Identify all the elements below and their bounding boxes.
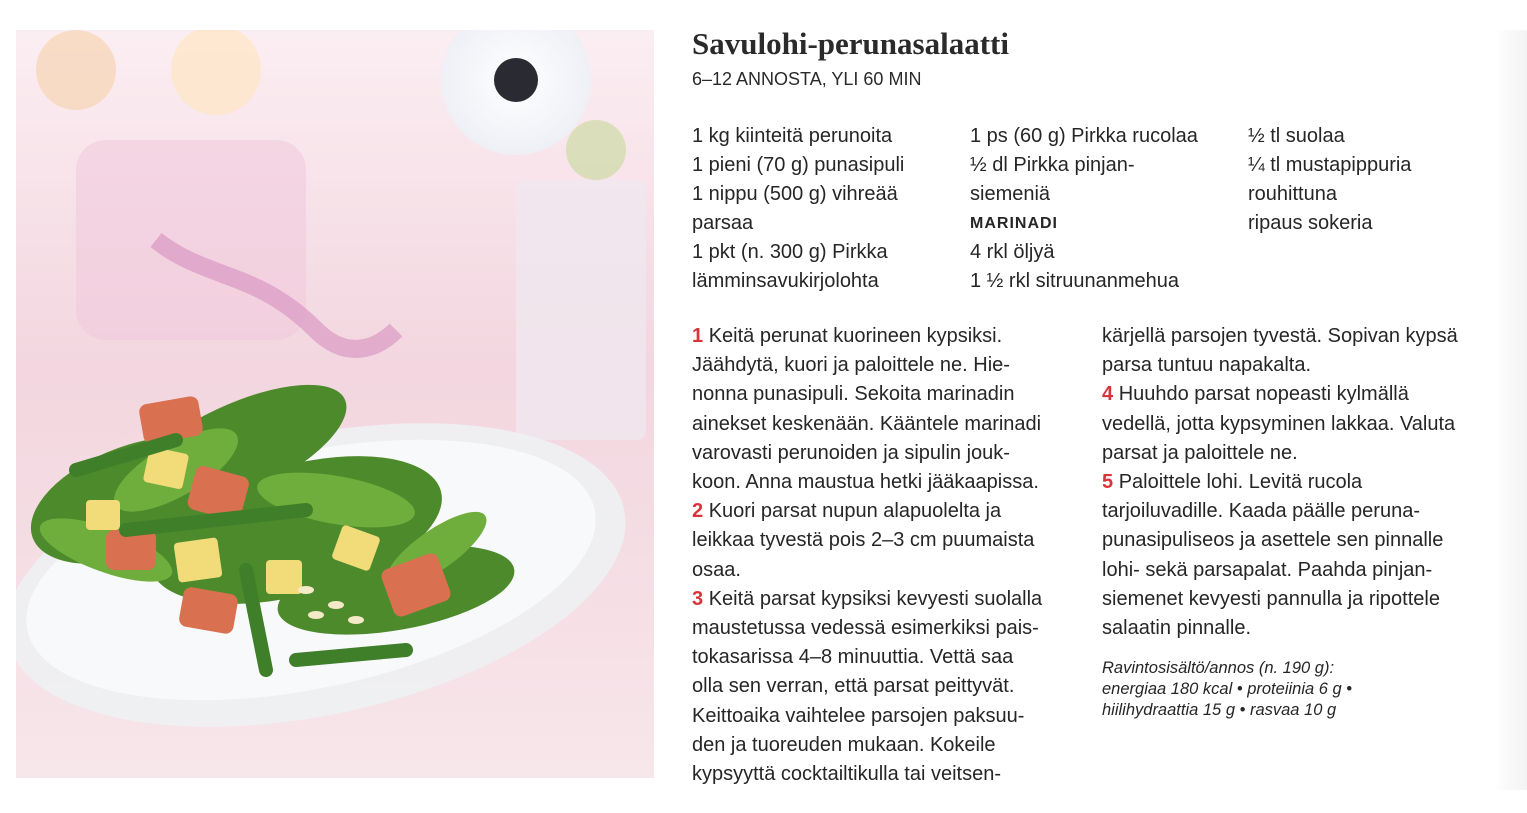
ingredient-line: 1 nippu (500 g) vihreää — [692, 183, 898, 205]
ingredient-line: 1 pkt (n. 300 g) Pirkka — [692, 241, 888, 263]
ingredient-line: siemeniä — [970, 183, 1051, 205]
step-line: koon. Anna maustua hetki jääkaapissa. — [692, 471, 1039, 494]
ingredient-line: ½ tl suolaa — [1248, 125, 1345, 147]
instructions-left-column — [692, 322, 1042, 789]
step-line: tokasarissa 4–8 minuuttia. Vettä saa — [692, 646, 1014, 669]
step-line: 5 Paloittele lohi. Levitä rucola — [1102, 471, 1363, 494]
step-line: den ja tuoreuden mukaan. Kokeile — [692, 733, 996, 756]
instructions-right-column — [1102, 322, 1458, 643]
ingredients-column-2 — [970, 122, 1198, 296]
nutrition-line: energiaa 180 kcal • proteiinia 6 g • — [1102, 680, 1353, 698]
step-line: parsa tuntuu napakalta. — [1102, 354, 1312, 377]
step-number-1: 1 — [692, 325, 704, 347]
ingredient-line: 1 ½ rkl sitruunanmehua — [970, 270, 1180, 292]
step-line: tarjoiluvadille. Kaada päälle peruna- — [1102, 500, 1420, 523]
nutrition-line: Ravintosisältö/annos (n. 190 g): — [1102, 659, 1335, 677]
step-number-3: 3 — [692, 587, 704, 610]
step-line: lohi- sekä parsapalat. Paahda pinjan- — [1102, 558, 1433, 581]
step-line: maustetussa vedessä esimerkiksi pais- — [692, 617, 1039, 640]
ingredients-column-1 — [692, 122, 904, 296]
recipe-title: Savulohi-perunasalaatti — [692, 26, 1009, 61]
step-line: vedellä, jotta kypsyminen lakkaa. Valuta — [1102, 412, 1456, 435]
step-line: 1 Keitä perunat kuorineen kypsiksi. — [692, 325, 1003, 347]
step-line: leikkaa tyvestä pois 2–3 cm puumaista — [692, 529, 1035, 552]
ingredient-line: ripaus sokeria — [1248, 212, 1373, 234]
step-line: 4 Huuhdo parsat nopeasti kylmällä — [1102, 383, 1409, 406]
adjacent-page-edge — [1494, 30, 1527, 790]
recipe-subtitle: 6–12 ANNOSTA, YLI 60 MIN — [692, 69, 922, 89]
ingredient-line: rouhittuna — [1248, 183, 1337, 205]
step-line: parsat ja paloittele ne. — [1102, 441, 1298, 464]
step-line: Keittoaika vaihtelee parsojen paksuu- — [692, 704, 1025, 727]
step-line: ainekset keskenään. Kääntele marinadi — [692, 412, 1042, 435]
step-number-2: 2 — [692, 500, 704, 523]
step-line: Jäähdytä, kuori ja paloittele ne. Hie- — [692, 354, 1010, 377]
step-line: kypsyyttä cocktailtikulla tai veitsen- — [692, 763, 1002, 786]
ingredient-line: 4 rkl öljyä — [970, 241, 1055, 263]
step-line: 2 Kuori parsat nupun alapuolelta ja — [692, 500, 1002, 523]
salad-photo — [16, 30, 654, 778]
step-line: siemenet kevyesti pannulla ja ripottele — [1102, 587, 1440, 610]
step-line: osaa. — [692, 558, 741, 581]
nutrition-info — [1102, 658, 1352, 721]
step-line: varovasti perunoiden ja sipulin jouk- — [692, 441, 1010, 464]
ingredients-column-3 — [1248, 122, 1411, 238]
step-line: nonna punasipuli. Sekoita marinadin — [692, 383, 1015, 406]
ingredient-line: ½ dl Pirkka pinjan- — [970, 154, 1135, 176]
step-line: 3 Keitä parsat kypsiksi kevyesti suolalla — [692, 587, 1043, 610]
ingredient-line: 1 ps (60 g) Pirkka rucolaa — [970, 125, 1198, 147]
marinade-heading: MARINADI — [970, 215, 1058, 232]
ingredient-line: 1 kg kiinteitä perunoita — [692, 125, 893, 147]
ingredient-line: lämminsavukirjolohta — [692, 270, 879, 292]
step-line: kärjellä parsojen tyvestä. Sopivan kypsä — [1102, 325, 1458, 347]
ingredient-line: 1 pieni (70 g) punasipuli — [692, 154, 905, 176]
step-line: salaatin pinnalle. — [1102, 617, 1251, 640]
ingredient-line: ¼ tl mustapippuria — [1248, 154, 1412, 176]
ingredient-line: parsaa — [692, 212, 754, 234]
salad-illustration — [16, 30, 654, 778]
nutrition-line: hiilihydraattia 15 g • rasvaa 10 g — [1102, 701, 1337, 719]
step-line: olla sen verran, että parsat peittyvät. — [692, 675, 1015, 698]
step-number-5: 5 — [1102, 471, 1114, 494]
step-line: punasipuliseos ja asettele sen pinnalle — [1102, 529, 1444, 552]
step-number-4: 4 — [1102, 383, 1114, 406]
